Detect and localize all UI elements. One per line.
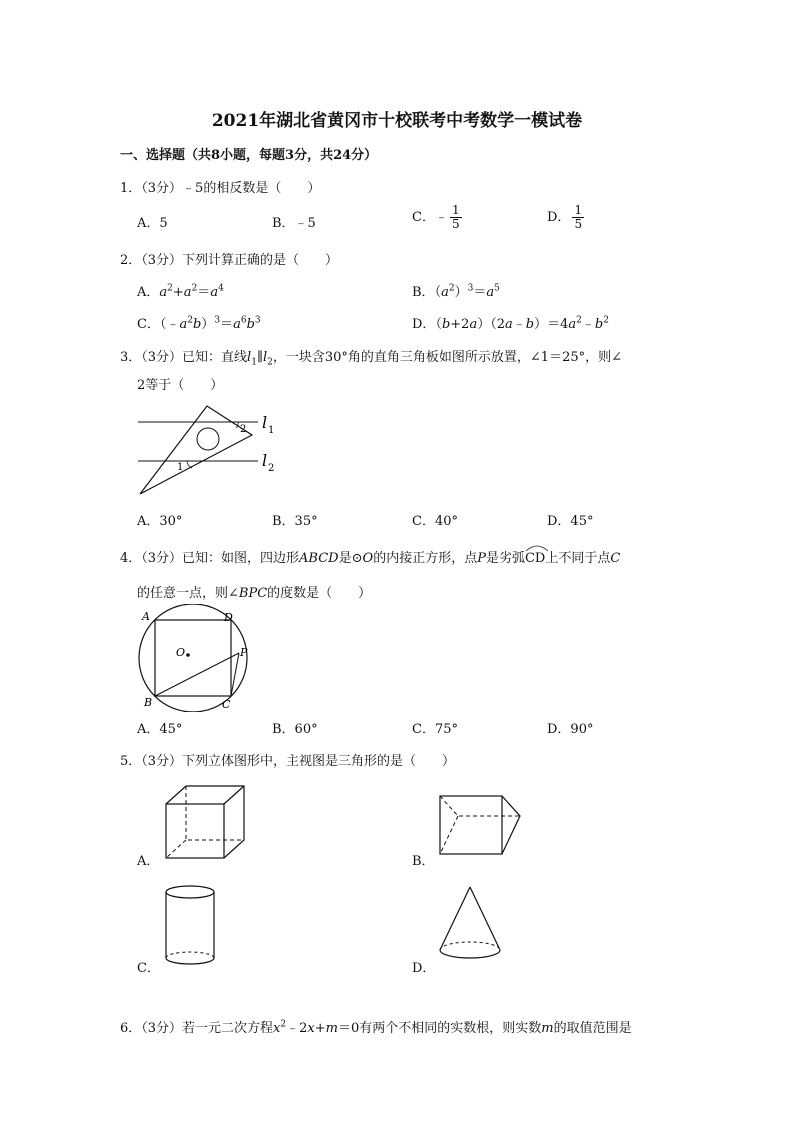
q5-option-b-label: B． (412, 854, 435, 869)
q5-option-d-label: D． (412, 961, 436, 976)
q3-triangle-figure (130, 400, 290, 500)
label-l2: l (262, 451, 268, 470)
q3-stem-part: ，一块含30°角的直角三角板如图所示放置，∠1＝25°，则∠ (272, 350, 623, 365)
question-2-stem: 2．（3分）下列计算正确的是（ ） (120, 253, 339, 268)
q2-option-c-label: C． (137, 317, 160, 332)
q6-stem-part: 6．（3分）若一元二次方程 (120, 1021, 274, 1036)
right-triangle (140, 406, 252, 494)
q5-option-c-label: C． (137, 961, 160, 976)
square-abcd (155, 620, 231, 696)
question-1-stem: 1．（3分）﹣5的相反数是（ ） (120, 181, 321, 196)
question-6-stem: 6．（3分）若一元二次方程$x^2﹣2x+m=0$有两个不相同的实数根，则实数m的取值范围是 (120, 1019, 632, 1036)
q5-prism-figure (436, 792, 526, 858)
q1-option-d (547, 204, 584, 231)
center-o-dot (186, 653, 190, 657)
label-d: D (224, 611, 233, 624)
q4-stem-part: 上不同于点 (545, 551, 611, 566)
q5-cone-figure (436, 884, 504, 968)
q4-arc-label: CD (524, 551, 546, 566)
triangle-hole (197, 428, 219, 450)
label-a: A (142, 610, 150, 623)
fraction-denominator: 5 (451, 217, 460, 231)
segment-cp (231, 653, 239, 696)
question-4-stem-line1 (120, 547, 620, 566)
q2-option-d-label: D． (412, 317, 436, 332)
q2-option-c: C．$(﹣a^2b)^3=a^6b^3$ (137, 315, 261, 332)
fraction-numerator: 1 (574, 203, 583, 217)
q1-option-c-label: C．﹣ (412, 210, 448, 225)
angle-1-label: 1 (177, 462, 184, 473)
q4-stem-part: 的度数是（ ） (267, 586, 372, 601)
q4-stem-part: 是劣弧 (485, 551, 525, 566)
q4-var-bpc: BPC (238, 586, 268, 601)
q1-option-a: A．5 (137, 216, 168, 231)
label-p: P (240, 646, 248, 659)
label-l1-sub: 1 (268, 425, 275, 436)
section-heading: 一、选择题（共8小题，每题3分，共24分） (120, 148, 378, 163)
question-3-stem-line1: 3．（3分）已知：直线$l_1\parallel l_2$，一块含30°角的直角三角板如图所示放置，∠1＝25°，则∠ (120, 350, 623, 368)
q3-option-d: D．45° (547, 514, 594, 529)
q4-var-abcd: ABCD (299, 551, 339, 566)
label-o: O (176, 646, 186, 659)
q3-option-a: A．30° (137, 514, 183, 529)
q2-option-d: D．$(b+2a)(2a﹣b)=4a^2﹣b^2$ (412, 315, 609, 332)
q4-stem-part: 的内接正方形，点 (373, 551, 478, 566)
q4-var-p: P (477, 551, 486, 566)
arc-symbol (525, 544, 549, 552)
segment-bp (155, 653, 239, 696)
fraction-denominator: 5 (574, 217, 583, 231)
q4-stem-part: 的任意一点，则∠ (137, 586, 239, 601)
q2-option-b: B．$(a^2)^3=a^5$ (412, 283, 500, 300)
q4-option-b: B．60° (272, 722, 318, 737)
q1-option-d-fraction (572, 204, 584, 231)
q3-option-c: C．40° (412, 514, 458, 529)
page-title: 2021年湖北省黄冈市十校联考中考数学一模试卷 (211, 111, 583, 131)
q6-var-m: m (541, 1021, 554, 1036)
label-l1: l (262, 413, 268, 432)
q5-cube-figure (160, 784, 250, 860)
q1-option-b: B．﹣5 (272, 216, 316, 231)
q4-stem-part: 是⊙ (338, 551, 363, 566)
q1-option-c-fraction (450, 204, 462, 231)
q4-stem-part: 4．（3分）已知：如图，四边形 (120, 551, 300, 566)
q6-stem-part: 有两个不相同的实数根，则实数 (359, 1021, 542, 1036)
angle-2-label: 2 (240, 424, 247, 435)
q4-var-o: O (362, 551, 374, 566)
question-4-stem-line2 (137, 582, 371, 601)
q4-var-c: C (610, 551, 621, 566)
question-3-stem-line2: 2等于（ ） (137, 378, 224, 393)
q6-stem-part: 的取值范围是 (553, 1021, 632, 1036)
q4-option-c: C．75° (412, 722, 458, 737)
question-5-stem: 5．（3分）下列立体图形中，主视图是三角形的是（ ） (120, 754, 456, 769)
q2-option-b-label: B． (412, 285, 435, 300)
q3-stem-part: 3．（3分）已知：直线 (120, 350, 248, 365)
label-c: C (222, 698, 231, 711)
fraction-numerator: 1 (451, 203, 460, 217)
q4-option-a: A．45° (137, 722, 183, 737)
q2-option-a-label: A． (137, 285, 160, 300)
q5-cylinder-figure (162, 884, 218, 968)
q1-option-c (412, 204, 462, 231)
q5-option-a-label: A． (137, 854, 160, 869)
q4-arc-cd (525, 551, 545, 566)
q1-option-d-label: D． (547, 210, 571, 225)
q4-circle-figure (134, 604, 264, 712)
q3-option-b: B．35° (272, 514, 318, 529)
q2-option-a: A．$a^2+a^2=a^4$ (137, 283, 224, 300)
label-b: B (144, 696, 153, 709)
q4-option-d: D．90° (547, 722, 594, 737)
label-l2-sub: 2 (268, 463, 275, 474)
